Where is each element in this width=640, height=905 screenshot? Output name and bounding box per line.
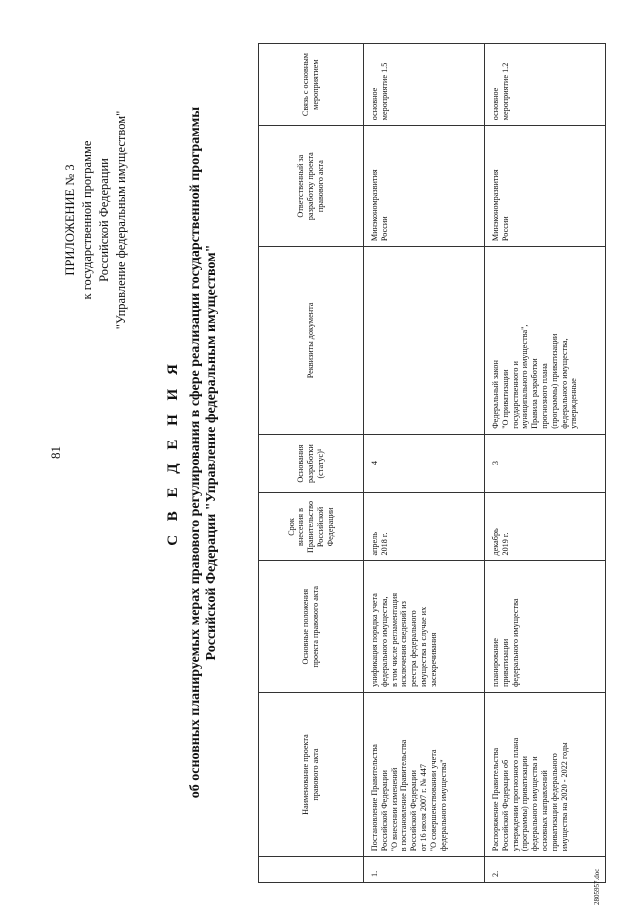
cell-text: 2018 г. <box>379 532 389 556</box>
header-line: внесения в <box>296 508 306 546</box>
header-line: Российской <box>315 506 325 548</box>
cell-text: утверждении прогнозного плана <box>510 737 520 852</box>
cell-responsible <box>485 126 606 247</box>
header-num <box>259 857 364 883</box>
document-title: С В Е Д Е Н И Я <box>165 359 181 546</box>
appendix-line: к государственной программе <box>80 140 94 300</box>
cell-text: 1. <box>370 870 379 877</box>
subtitle-line: Российской Федерации "Управление федеральным имуществом" <box>204 244 219 661</box>
cell-text: засекречивания <box>428 632 438 687</box>
cell-deadline <box>485 493 606 561</box>
appendix-line: "Управление федеральным имуществом" <box>114 110 128 330</box>
cell-text: "О приватизации <box>500 369 510 429</box>
cell-text: Российской Федерации <box>409 770 419 852</box>
header-responsible <box>259 126 364 247</box>
header-line: разработку проекта <box>306 152 316 221</box>
cell-provisions <box>485 561 606 692</box>
cell-text: "О внесении изменений <box>389 767 399 852</box>
cell-text: реестра федерального <box>409 610 419 687</box>
header-line: Федерации <box>325 507 335 547</box>
cell-text: приватизации <box>500 638 510 687</box>
cell-provisions <box>364 561 485 692</box>
header-line: Наименование проекта <box>301 734 311 815</box>
header-grounds <box>259 434 364 493</box>
header-link <box>259 44 364 126</box>
cell-num <box>485 857 606 883</box>
cell-grounds <box>364 434 485 493</box>
cell-text: в том числе регламентация <box>389 593 399 687</box>
cell-text: (программы) приватизации <box>520 756 530 852</box>
cell-text: федерального имущества" <box>438 759 448 852</box>
cell-text: федерального имущества <box>510 598 520 687</box>
table-row <box>364 44 485 883</box>
cell-text: (программы) приватизации <box>549 333 559 429</box>
header-line: Ответственный за <box>296 154 306 218</box>
header-line: Основания <box>296 444 306 483</box>
document-code: 2805957.doc <box>593 868 601 905</box>
cell-responsible <box>364 126 485 247</box>
header-line: разработки <box>306 444 316 484</box>
cell-text: 2019 г. <box>500 532 510 556</box>
header-line: Связь с основным <box>301 53 311 117</box>
legal-acts-table <box>258 43 606 883</box>
header-name <box>259 692 364 856</box>
header-line: Основные положения <box>301 588 311 665</box>
cell-name <box>364 692 485 856</box>
document-subtitle <box>188 40 220 865</box>
cell-num <box>364 857 485 883</box>
header-line: правового акта <box>311 748 320 801</box>
cell-requisites <box>364 247 485 435</box>
cell-text: прогнозного плана <box>539 363 549 429</box>
cell-text: утвержденные <box>569 378 579 429</box>
appendix-line: ПРИЛОЖЕНИЕ № 3 <box>63 164 77 276</box>
cell-text: в постановление Правительства <box>399 739 409 852</box>
cell-text: Федеральный закон <box>491 360 500 429</box>
cell-text: мероприятие 1.2 <box>500 62 510 121</box>
cell-link <box>364 44 485 126</box>
cell-text: имущества в случае их <box>418 606 428 687</box>
cell-text: 3 <box>491 461 500 466</box>
cell-text: имущества на 2020 - 2022 годы <box>559 742 569 852</box>
cell-text: мероприятие 1.5 <box>379 62 389 121</box>
cell-text: основных направлений <box>539 770 549 852</box>
header-line: Срок <box>286 518 296 536</box>
cell-text: Российской Федерации <box>379 770 389 852</box>
cell-text: от 16 июля 2007 г. № 447 <box>418 764 428 852</box>
appendix-line: Российской Федерации <box>97 158 111 282</box>
table-row <box>485 44 606 883</box>
table-header-row <box>259 44 364 883</box>
cell-text: основное <box>491 87 500 121</box>
cell-requisites <box>485 247 606 435</box>
cell-text: исключения сведений из <box>399 601 409 687</box>
cell-link <box>485 44 606 126</box>
cell-text: 2. <box>491 870 500 877</box>
cell-text: 4 <box>370 461 379 466</box>
header-line: мероприятием <box>311 59 320 110</box>
cell-text: декабрь <box>491 528 500 556</box>
cell-text: России <box>500 216 510 242</box>
header-requisites <box>259 247 364 435</box>
cell-text: основное <box>370 87 379 121</box>
header-provisions <box>259 561 364 692</box>
cell-text: Постановление Правительства <box>370 744 379 852</box>
cell-text: федерального имущества, <box>559 338 569 429</box>
cell-text: России <box>379 216 389 242</box>
cell-grounds <box>485 434 606 493</box>
header-line: правового акта <box>315 160 325 213</box>
page-number: 81 <box>48 446 63 459</box>
cell-text: унификация порядка учета <box>370 593 379 687</box>
cell-deadline <box>364 493 485 561</box>
header-line: Реквизиты документа <box>306 302 316 379</box>
table-body <box>364 44 606 883</box>
cell-text: "О совершенствовании учета <box>428 749 438 852</box>
cell-text: муниципального имущества", <box>520 324 530 429</box>
cell-text: государственного и <box>510 361 520 429</box>
appendix-header <box>62 70 130 370</box>
cell-text: апрель <box>370 532 379 556</box>
cell-text: Минэкономразвития <box>491 169 500 242</box>
header-line: (статус)¹ <box>315 448 325 479</box>
cell-text: Распоряжение Правительства <box>491 747 500 852</box>
cell-text: Российской Федерации об <box>500 759 510 852</box>
cell-text: Минэкономразвития <box>370 169 379 242</box>
header-line: Правительство <box>306 500 316 553</box>
cell-text: федерального имущества, <box>379 596 389 687</box>
header-line: проекта правового акта <box>311 585 320 668</box>
subtitle-line: об основных планируемых мерах правового регулирования в сфере реализации государственной программы <box>188 106 203 799</box>
cell-text: Правила разработки <box>530 358 540 429</box>
cell-text: приватизации федерального <box>549 753 559 852</box>
cell-text: федерального имущества и <box>530 756 540 852</box>
header-deadline <box>259 493 364 561</box>
cell-name <box>485 692 606 856</box>
cell-text: планирование <box>491 638 500 687</box>
